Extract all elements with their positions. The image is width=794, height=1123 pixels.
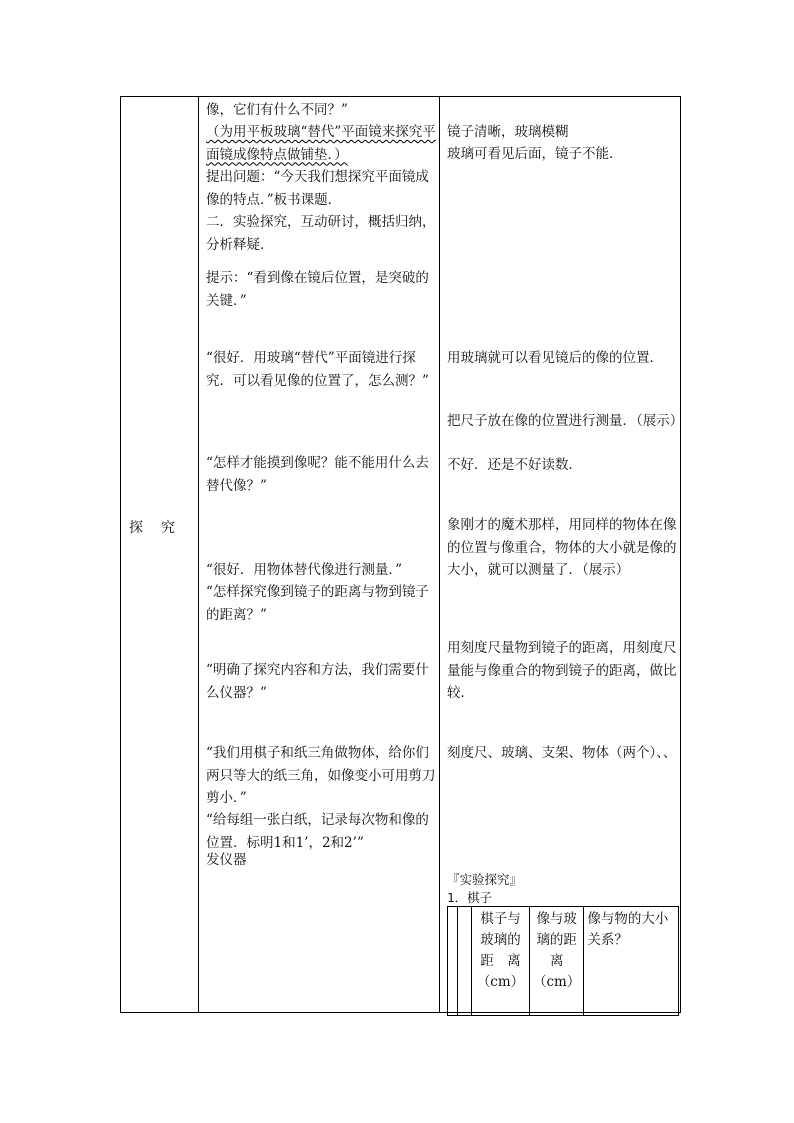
student-text-9: 『实验探究』 (447, 872, 523, 887)
table-header-image-distance: 像与玻璃的距离（cm） (530, 907, 584, 1016)
student-text-1: 镜子清晰，玻璃模糊 (447, 124, 569, 140)
lesson-table (120, 96, 684, 1013)
student-text-10: 1．棋子 (447, 890, 493, 905)
teacher-text-5: 提示：“看到像在镜后位置，是突破的关键．” (206, 270, 429, 309)
teacher-text-13: 发仪器 (206, 852, 247, 868)
column-divider-1 (198, 97, 199, 1012)
teacher-text-1: 像，它们有什么不同？” (206, 102, 348, 118)
teacher-text-2: （为用平板玻璃“替代”平面镜来探究平面镜成像特点做铺垫．） (206, 124, 436, 163)
student-text-8: 刻度尺、玻璃、支架、物体（两个）、、 (447, 745, 677, 761)
teacher-text-9: “怎样探究像到镜子的距离与物到镜子的距离？” (206, 584, 429, 623)
teacher-text-11: “我们用棋子和纸三角做物体，给你们两只等大的纸三角，如像变小可用剪刀剪小．” (206, 745, 436, 806)
row-label (129, 517, 175, 537)
student-text-3: 用玻璃就可以看见镜后的像的位置． (447, 350, 663, 366)
teacher-text-10: “明确了探究内容和方法，我们需要什么仪器？” (206, 662, 429, 701)
teacher-text-3: 提出问题：“今天我们想探究平面镜成像的特点．”板书课题． (206, 169, 429, 208)
teacher-text-12: “给每组一张白纸，记录每次物和像的位置．标明1和1’，2和2’” (206, 812, 429, 851)
student-text-5: 不好．还是不好读数． (447, 457, 582, 473)
student-text-4: 把尺子放在像的位置进行测量．（展示） (447, 413, 684, 429)
student-text-7: 用刻度尺量物到镜子的距离，用刻度尺量能与像重合的物到镜子的距离，做比较． (447, 640, 677, 701)
student-text-2: 玻璃可看见后面，镜子不能． (447, 146, 623, 162)
experiment-table (447, 906, 679, 1016)
teacher-text-4: 二．实验探究，互动研讨，概括归纳，分析释疑． (206, 214, 436, 253)
teacher-text-6: “很好．用玻璃“替代”平面镜进行探究．可以看见像的位置了，怎么测？” (206, 350, 429, 389)
table-cell-blank-1 (448, 907, 458, 1016)
teacher-text-7: “怎样才能摸到像呢？能不能用什么去替代像？” (206, 455, 429, 494)
table-header-size-relation: 像与物的大小关系？ (584, 907, 679, 1016)
table-header-piece-distance: 棋子与玻璃的距 离（cm） (472, 907, 530, 1016)
table-row (448, 907, 679, 1016)
student-text-6: 象刚才的魔术那样，用同样的物体在像的位置与像重合，物体的大小就是像的大小，就可以测量了．（展示） (447, 517, 677, 578)
row-label-char-1: 探 (129, 520, 143, 536)
table-cell-blank-2 (458, 907, 472, 1016)
column-divider-2 (439, 97, 440, 1012)
row-label-char-2: 究 (161, 520, 175, 536)
teacher-text-8: “很好．用物体替代像进行测量．” (206, 562, 403, 578)
